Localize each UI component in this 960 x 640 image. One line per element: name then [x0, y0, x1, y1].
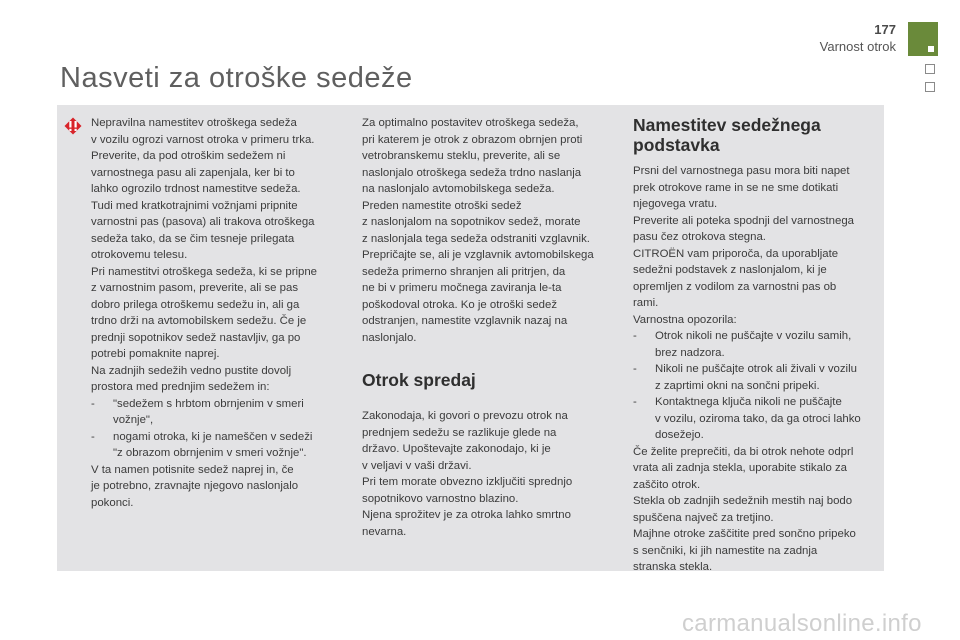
text-line: spuščena največ za tretjino.: [633, 511, 774, 524]
bullet-item: [91, 396, 347, 429]
warning-icon: [63, 116, 83, 136]
watermark: carmanualsonline.info: [682, 610, 922, 637]
bullet-item: [633, 328, 885, 361]
text-line: lahko ogrozilo trdnost namestitve sedeža.: [91, 183, 301, 195]
text-line: nogami otroka, ki je nameščen v sedeži: [113, 430, 313, 443]
text-line: Pri tem morate obvezno izključiti sprednjo: [362, 476, 573, 488]
warning-column: [91, 115, 347, 511]
bullet-item: [91, 429, 347, 462]
text-line: prednjem sedežu se razlikuje glede na: [362, 426, 557, 439]
text-line: Kontaktnega ključa nikoli ne puščajte: [655, 396, 842, 408]
text-line: pokonci.: [91, 496, 134, 509]
text-line: sopotnikovo varnostno blazino.: [362, 492, 519, 505]
bullet-dash: -: [91, 397, 95, 410]
text-line: Zakonodaja, ki govori o prevozu otrok na: [362, 410, 568, 422]
text-line: z naslonjalom na sopotnikov sedež, morate: [362, 216, 581, 228]
text-line: trdno drži na avtomobilskem sedežu. Če je: [91, 315, 307, 327]
text-line: Preverite ali poteka spodnji del varnostnega: [633, 214, 854, 227]
text-line: Prsni del varnostnega pasu mora biti napet: [633, 165, 850, 177]
text-line: vožnje",: [113, 414, 154, 426]
text-line: prek otrokove rame in se ne sme dotikati: [633, 181, 839, 194]
text-line: Prepričajte se, ali je vzglavnik avtomobilskega: [362, 249, 594, 261]
text-line: z varnostnim pasom, preverite, ali se pas: [91, 282, 299, 294]
square-icon: [928, 46, 934, 52]
middle-column: [362, 115, 614, 540]
text-line: varnostni pas (pasova) ali trakova otroškega: [91, 216, 315, 228]
bullet-dash: -: [91, 430, 95, 443]
section-tab-empty[interactable]: [925, 82, 935, 92]
bullet-dash: -: [633, 396, 637, 408]
text-line: sedeža tako, da se čim tesneje prilegata: [91, 232, 295, 245]
text-line: Na zadnjih sedežih vedno pustite dovolj: [91, 364, 292, 377]
text-line: opremljen z vodilom za varnostni pas ob: [633, 280, 837, 293]
text-line: "sedežem s hrbtom obrnjenim v smeri: [113, 397, 304, 410]
text-line: vrata ali zadnja stekla, uporabite stikalo za: [633, 462, 848, 474]
text-line: prostora med prednjim sedežem in:: [91, 381, 270, 393]
heading-line: podstavka: [633, 135, 720, 155]
right-column: [633, 115, 885, 576]
text-line: varnostnega pasu ali zapenjala, ker bi to: [91, 166, 295, 179]
bullet-dash: -: [633, 330, 637, 342]
text-line: Preden namestite otroški sedež: [362, 199, 522, 212]
text-line: Tudi med kratkotrajnimi vožnjami pripnite: [91, 199, 298, 212]
text-line: prednji sopotnikov sedež nastavljiv, ga po: [91, 331, 301, 344]
text-line: ne bi v primeru močnega zaviranja le-ta: [362, 282, 562, 294]
section-tab-active[interactable]: [908, 22, 938, 56]
text-line: Njena sprožitev je za otroka lahko smrtno: [362, 509, 571, 521]
text-line: v vozilu, oziroma tako, da ga otroci lahko: [655, 412, 861, 425]
section-heading-booster-seat: [633, 115, 885, 155]
text-line: Nepravilna namestitev otroškega sedeža: [91, 117, 297, 129]
text-line: pasu čez otrokova stegna.: [633, 231, 766, 243]
text-line: "z obrazom obrnjenim v smeri vožnje".: [113, 447, 307, 459]
text-line: v vozilu ogrozi varnost otroka v primeru trka.: [91, 133, 315, 146]
bullet-dash: -: [633, 363, 637, 375]
bullet-item: [633, 394, 885, 444]
text-line: v veljavi v vaši državi.: [362, 459, 472, 472]
text-line: je potrebno, zravnajte njegovo naslonjalo: [91, 480, 299, 492]
section-name: Varnost otrok: [819, 39, 896, 54]
text-line: pri katerem je otrok z obrazom obrnjen proti: [362, 133, 583, 146]
text-line: Otrok nikoli ne puščajte v vozilu samih,: [655, 330, 852, 342]
text-line: na naslonjalo avtomobilskega sedeža.: [362, 183, 555, 195]
section-tab-empty[interactable]: [925, 64, 935, 74]
text-line: Varnostna opozorila:: [633, 313, 737, 326]
text-line: otrokovemu telesu.: [91, 249, 188, 261]
text-line: rami.: [633, 297, 659, 309]
text-line: dobro prilega otroškemu sedežu in, ali ga: [91, 298, 300, 311]
text-line: sedeža primerno shranjen ali pritrjen, da: [362, 265, 566, 278]
page-number: 177: [874, 22, 896, 37]
text-line: brez nadzora.: [655, 346, 725, 359]
text-line: odstranjen, namestite vzglavnik nazaj na: [362, 315, 568, 327]
text-line: Majhne otroke zaščitite pred sončno pripeko: [633, 528, 856, 540]
page-title: Nasveti za otroške sedeže: [60, 62, 413, 94]
text-line: Preverite, da pod otroškim sedežem ni: [91, 150, 286, 162]
heading-line: Namestitev sedežnega: [633, 115, 821, 135]
text-line: z zaprtimi okni na sončni pripeki.: [655, 379, 820, 392]
text-line: potrebi pomaknite naprej.: [91, 348, 220, 360]
text-line: dosežejo.: [655, 429, 704, 441]
text-line: Za optimalno postavitev otroškega sedeža,: [362, 117, 579, 129]
text-line: sedežni podstavek z naslonjalom, ki je: [633, 264, 827, 276]
text-line: naslonjalo.: [362, 331, 417, 344]
text-line: V ta namen potisnite sedež naprej in, če: [91, 463, 294, 476]
text-line: z naslonjala tega sedeža odstraniti vzglavnik.: [362, 232, 590, 245]
text-line: Pri namestitvi otroškega sedeža, ki se pripne: [91, 265, 318, 278]
text-line: CITROËN vam priporoča, da uporabljate: [633, 247, 839, 260]
section-heading-front-seat: Otrok spredaj: [362, 370, 476, 390]
text-line: s senčniki, ki jih namestite na zadnja: [633, 544, 818, 557]
text-line: zaščito otrok.: [633, 478, 701, 491]
text-line: njegovega vratu.: [633, 198, 718, 210]
text-line: stranska stekla.: [633, 561, 713, 573]
text-line: Nikoli ne puščajte otrok ali živali v vozilu: [655, 363, 857, 375]
text-line: naslonjalo otroškega sedeža trdno naslanja: [362, 166, 582, 179]
bullet-item: [633, 361, 885, 394]
text-line: državo. Upoštevajte zakonodajo, ki je: [362, 443, 551, 455]
text-line: Če želite preprečiti, da bi otrok nehote odprl: [633, 445, 854, 458]
text-line: nevarna.: [362, 525, 407, 538]
text-line: poškodoval otroka. Ko je otroški sedež: [362, 298, 558, 311]
text-line: vetrobranskemu steklu, preverite, ali se: [362, 150, 561, 162]
text-line: Stekla ob zadnjih sedežnih mestih naj bodo: [633, 495, 853, 507]
